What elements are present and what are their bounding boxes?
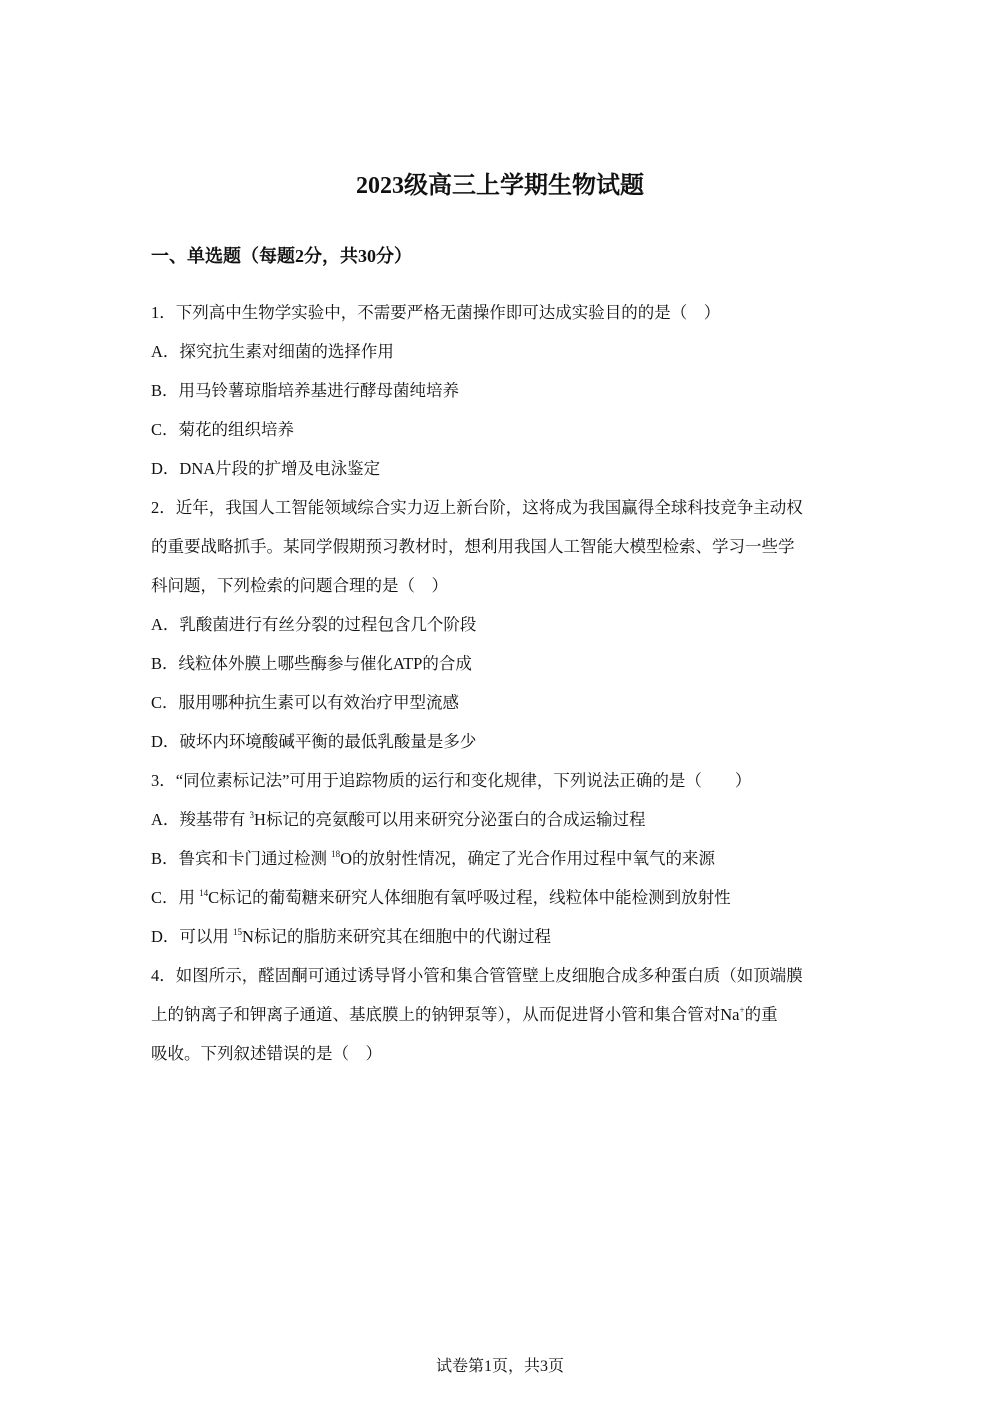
question-2-stem-line-1: 2．近年，我国人工智能领域综合实力迈上新台阶，这将成为我国赢得全球科技竞争主动权 [151,498,803,517]
isotope-mass-number: 15 [233,927,243,937]
question-4-stem-line-2: 上的钠离子和钾离子通道、基底膜上的钠钾泵等），从而促进肾小管和集合管对Na+的重 [151,1005,778,1024]
exam-title: 2023级高三上学期生物试题 [356,173,644,199]
question-1-option-c: C．菊花的组织培养 [151,420,295,439]
isotope-mass-number: 18 [331,849,341,859]
question-3-option-b: B．鲁宾和卡门通过检测 $^{18}$O的放射性情况，确定了光合作用过程中氧气的来源 [151,849,716,868]
isotope-mass-number: 3 [249,810,255,820]
section-heading: 一、单选题（每题2分，共30分） [151,246,412,266]
question-3-stem: 3．“同位素标记法”可用于追踪物质的运行和变化规律，下列说法正确的是（ ） [151,771,752,790]
question-2-stem-line-3: 科问题，下列检索的问题合理的是（ ） [151,576,448,595]
question-3-option-d: D．可以用 $^{15}$N标记的脂肪来研究其在细胞中的代谢过程 [151,927,551,946]
question-2-option-d: D．破坏内环境酸碱平衡的最低乳酸量是多少 [151,732,477,751]
isotope-mass-number: 14 [199,888,209,898]
page-footer: 试卷第1页，共3页 [435,1358,564,1375]
ion-charge: + [739,1005,745,1015]
question-1-option-d: D．DNA片段的扩增及电泳鉴定 [151,459,381,478]
question-2-option-c: C．服用哪种抗生素可以有效治疗甲型流感 [151,693,460,712]
question-4-stem-line-3: 吸收。下列叙述错误的是（ ） [151,1044,382,1063]
question-3-option-a: A．羧基带有 $^3$H标记的亮氨酸可以用来研究分泌蛋白的合成运输过程 [151,810,646,829]
question-1-option-a: A．探究抗生素对细菌的选择作用 [151,342,394,361]
question-2-option-a: A．乳酸菌进行有丝分裂的过程包含几个阶段 [151,615,477,634]
question-4-stem-line-1: 4．如图所示，醛固酮可通过诱导肾小管和集合管管壁上皮细胞合成多种蛋白质（如顶端膜 [151,966,803,985]
question-2-stem-line-2: 的重要战略抓手。某同学假期预习教材时，想利用我国人工智能大模型检索、学习一些学 [151,537,795,556]
question-3-option-c: C．用 $^{14}$C标记的葡萄糖来研究人体细胞有氧呼吸过程，线粒体中能检测到放射性 [151,888,731,907]
question-list [151,293,856,1073]
question-2-option-b: B．线粒体外膜上哪些酶参与催化ATP的合成 [151,654,472,673]
question-1-stem: 1．下列高中生物学实验中，不需要严格无菌操作即可达成实验目的的是（ ） [151,303,721,322]
question-1-option-b: B．用马铃薯琼脂培养基进行酵母菌纯培养 [151,381,460,400]
